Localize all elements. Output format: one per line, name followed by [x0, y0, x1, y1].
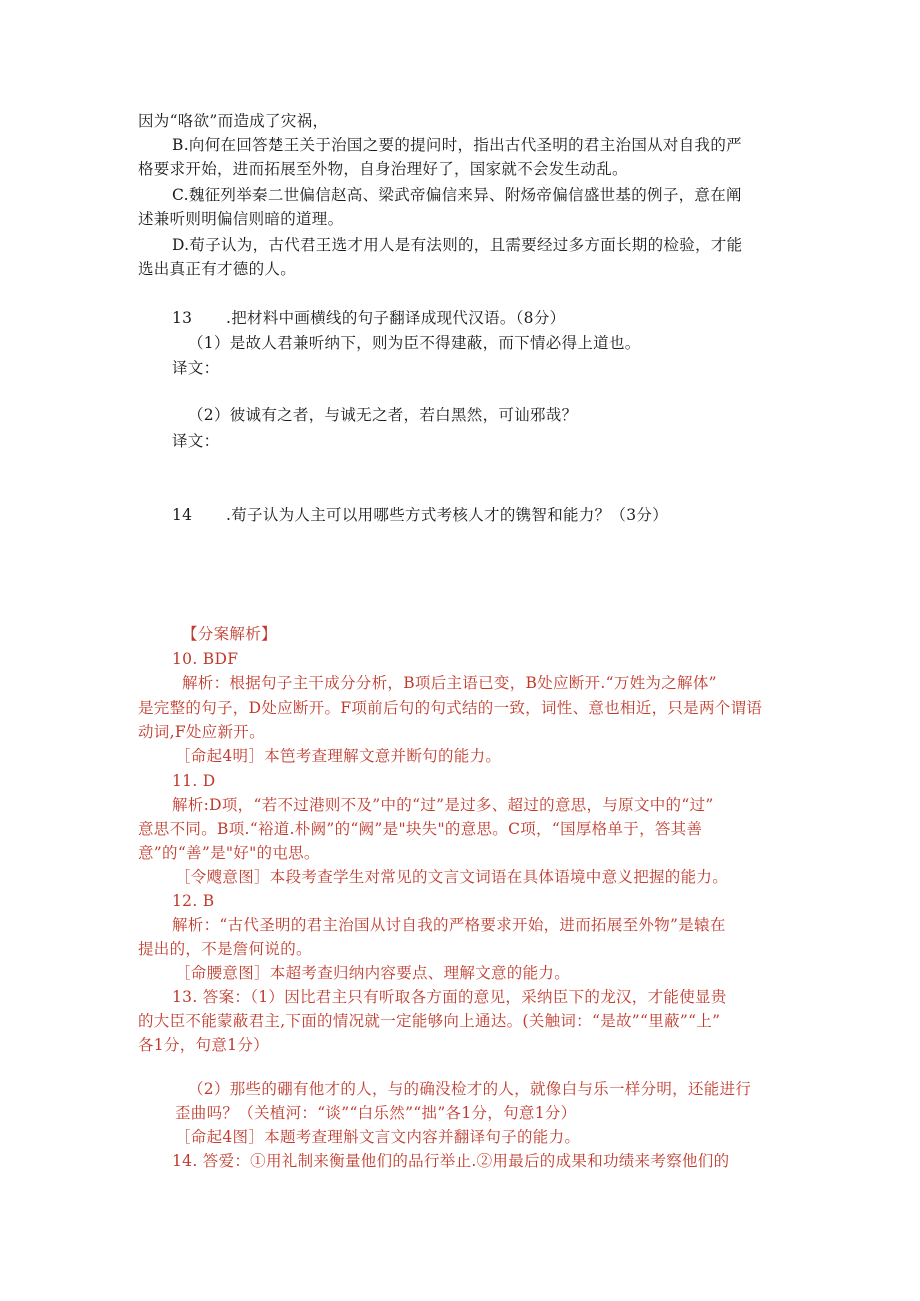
- q12-option-a-tail: 因为“咯欲”而造成了灾祸，: [138, 112, 329, 130]
- answer-13-line4: （2）那些的硼有他才的人，与的确没检才的人，就像白与乐一样分明，还能进行: [188, 1080, 752, 1098]
- answer-13-line2: 的大臣不能蒙蔽君主,下面的情况就一定能够向上通达。(关触词：“是故”“里蔽”“上”: [138, 1012, 721, 1030]
- answer-12-line1: 解析：“古代圣明的君主治国从讨自我的严格要求开始，进而拓展至外物”是辕在: [172, 916, 726, 934]
- q13-label1: 译文：: [172, 359, 220, 377]
- q14-number: 14: [172, 506, 193, 524]
- answer-13-intent: ［命起4图］本题考查理斛文言文内容并翻译句子的能力。: [175, 1128, 581, 1146]
- q14-prompt: .荀子认为人主可以用哪些方式考核人才的镌智和能力？（3分）: [226, 506, 668, 524]
- answer-11-line3: 意”的“善”是"好"的屯思。: [138, 844, 320, 862]
- answer-12-line2: 提出的，不是詹何说的。: [138, 940, 312, 958]
- answer-11-line2: 意思不同。B项.“裕道.朴阙”的“阙”是"块失"的意思。C项，“国厚格单于，答其善: [138, 820, 703, 838]
- answer-11-intent: ［令飕意图］本段考查学生对常见的文言文词语在具体语境中意义把握的能力。: [175, 868, 729, 886]
- q12-option-b-line1: B.向何在回答楚王关于治国之要的提问时，指出古代圣明的君主治国从对自我的严: [172, 136, 742, 154]
- answer-13-line1: 13. 答案：（1）因比君主只有听取各方面的意见，采纳臣下的龙汉，才能使显贵: [172, 988, 727, 1006]
- answer-11-line1: 解析:D项，“若不过港则不及”中的“过”是过多、超过的意思，与原文中的“过”: [172, 796, 714, 814]
- q13-sub2: （2）彼诚有之者，与诚无之者，若白黑然，可讪邪哉？: [188, 406, 578, 424]
- q12-option-d-line2: 选出真正有才德的人。: [138, 260, 297, 278]
- answer-14-line1: 14. 答爱：①用礼制来衡量他们的品行举止.②用最后的成果和功绩来考察他们的: [172, 1152, 730, 1170]
- q13-prompt: .把材料中画横线的句子翻译成现代汉语。（8分）: [226, 309, 566, 327]
- q12-option-c-line1: C.魏征列举秦二世偏信赵高、梁武帝偏信来异、附炀帝偏信盛世基的例子，意在阐: [172, 186, 742, 204]
- q13-sub1: （1）是故人君兼听纳下，则为臣不得建蔽，而下情必得上道也。: [188, 334, 641, 352]
- q13-number: 13: [172, 309, 193, 327]
- answer-13-line3: 各1分，句意1分）: [138, 1036, 269, 1054]
- answer-13-line5: 歪曲吗？（关植河：“谈”“白乐然”“拙”各1分，句意1分）: [175, 1104, 577, 1122]
- answer-12-title: 12. B: [172, 892, 215, 910]
- q12-option-c-line2: 述兼听则明偏信则暗的道理。: [138, 210, 344, 228]
- answer-10-line1: 解析：根据句子主干成分分析，B项后主语已变，B处应断开.“万姓为之解体”: [182, 674, 717, 692]
- answer-10-line3: 动词,F处应新开。: [138, 723, 265, 741]
- answer-10-title: 10. BDF: [172, 650, 239, 668]
- answer-12-intent: ［命腰意图］本超考查归纳内容要点、理解文意的能力。: [175, 964, 571, 982]
- answer-10-intent: ［命起4明］本笆考查理解文意并断句的能力。: [175, 747, 502, 765]
- q12-option-b-line2: 格要求开始，进而拓展至外物，自身治理好了，国家就不会发生动乱。: [138, 160, 628, 178]
- q13-label2: 译文：: [172, 432, 220, 450]
- answer-11-title: 11. D: [172, 772, 216, 790]
- answer-10-line2: 是完整的句子，D处应断开。F项前后句的句式结的一致，词性、意也相近，只是两个谓语: [138, 699, 763, 717]
- answers-heading: 【分案解析】: [182, 625, 277, 643]
- q12-option-d-line1: D.荀子认为，古代君王选才用人是有法则的，且需要经过多方面长期的检验，才能: [172, 236, 743, 254]
